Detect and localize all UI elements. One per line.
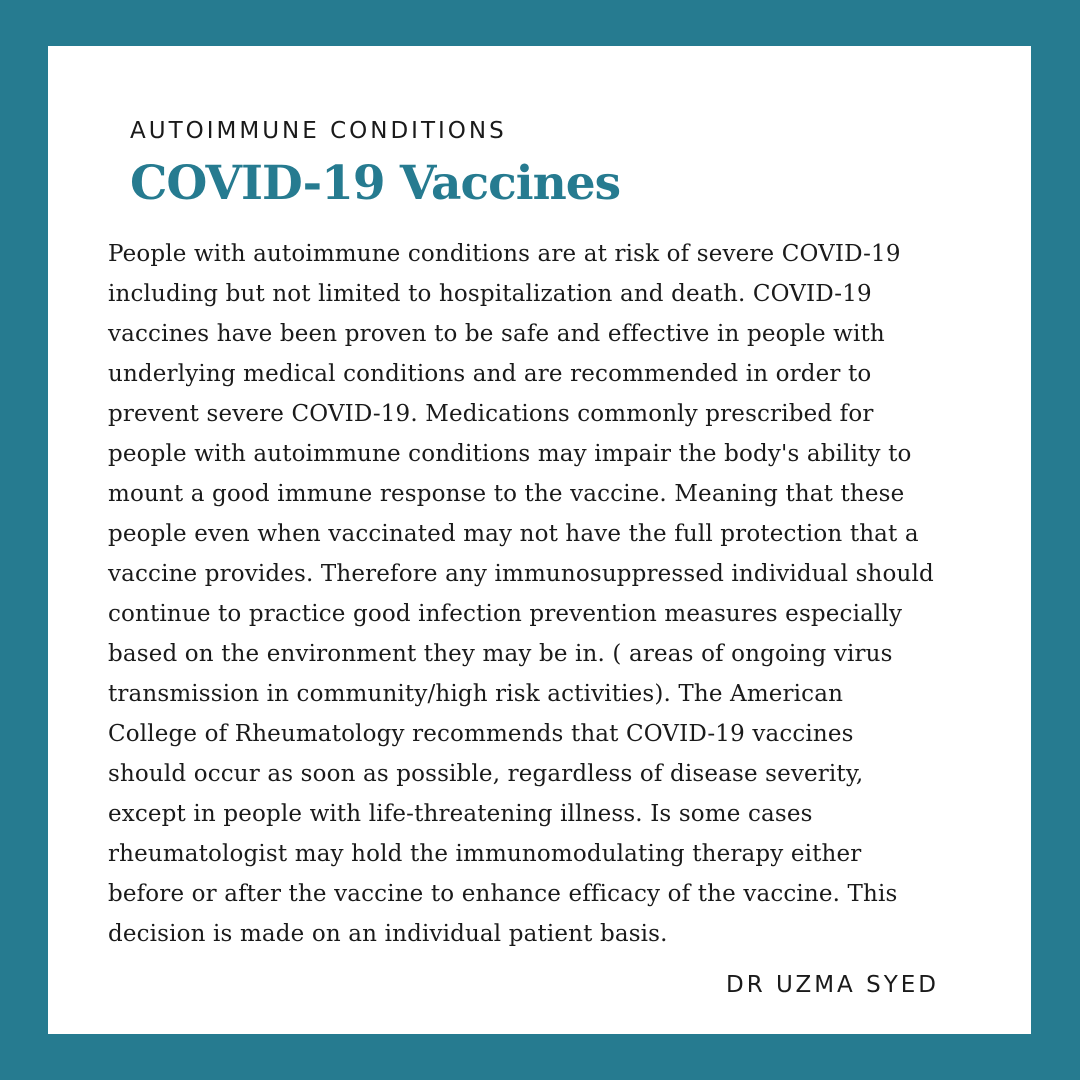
body-line: before or after the vaccine to enhance efficacy of the vaccine. This [108, 881, 898, 907]
page-title: COVID-19 Vaccines [130, 156, 621, 211]
body-line: vaccine provides. Therefore any immunosuppressed individual should [108, 561, 934, 587]
body-line: continue to practice good infection prevention measures especially [108, 601, 903, 627]
body-line: vaccines have been proven to be safe and effective in people with [108, 321, 885, 347]
body-line: decision is made on an individual patient basis. [108, 921, 668, 947]
body-line: people with autoimmune conditions may impair the body's ability to [108, 441, 912, 467]
body-line: including but not limited to hospitalization and death. COVID-19 [108, 281, 872, 307]
body-paragraph [108, 234, 988, 954]
content-card [48, 46, 1031, 1034]
body-line: except in people with life-threatening illness. Is some cases [108, 801, 813, 827]
body-line: mount a good immune response to the vaccine. Meaning that these [108, 481, 905, 507]
body-line: rheumatologist may hold the immunomodulating therapy either [108, 841, 862, 867]
body-line: College of Rheumatology recommends that COVID-19 vaccines [108, 721, 854, 747]
body-line: should occur as soon as possible, regardless of disease severity, [108, 761, 864, 787]
body-line: based on the environment they may be in. ( areas of ongoing virus [108, 641, 893, 667]
body-line: people even when vaccinated may not have the full protection that a [108, 521, 919, 547]
author-signature: DR UZMA SYED [726, 972, 939, 998]
body-line: prevent severe COVID-19. Medications commonly prescribed for [108, 401, 874, 427]
body-line: underlying medical conditions and are recommended in order to [108, 361, 872, 387]
body-line: transmission in community/high risk activities). The American [108, 681, 844, 707]
section-kicker: AUTOIMMUNE CONDITIONS [130, 118, 507, 144]
body-line: People with autoimmune conditions are at risk of severe COVID-19 [108, 241, 901, 267]
